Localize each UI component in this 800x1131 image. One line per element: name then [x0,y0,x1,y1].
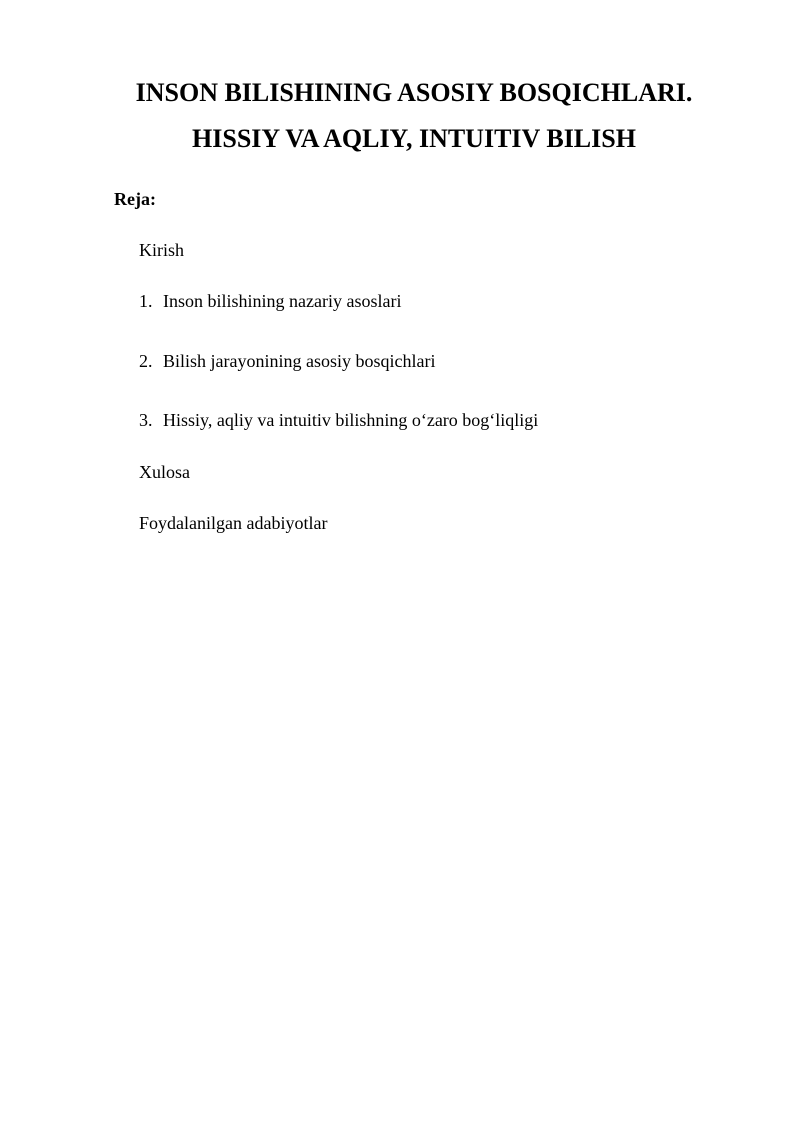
document-title-line-1: INSON BILISHINING ASOSIY BOSQICHLARI. [135,78,693,107]
plan-item-1 [139,290,401,312]
document-title-line-2: HISSIY VA AQLIY, INTUITIV BILISH [192,124,636,153]
plan-heading: Reja: [114,189,156,209]
plan-item-number: 2. [139,351,153,371]
plan-conclusion: Xulosa [139,462,190,482]
plan-item-text: Hissiy, aqliy va intuitiv bilishning o‘zaro bog‘liqligi [163,410,539,430]
plan-item-3 [139,409,538,431]
plan-references: Foydalanilgan adabiyotlar [139,513,328,533]
plan-item-text: Bilish jarayonining asosiy bosqichlari [163,351,436,371]
plan-item-text: Inson bilishining nazariy asoslari [163,291,402,311]
plan-item-number: 1. [139,291,153,311]
plan-item-2 [139,350,435,372]
plan-item-number: 3. [139,410,153,430]
plan-intro: Kirish [139,240,184,260]
